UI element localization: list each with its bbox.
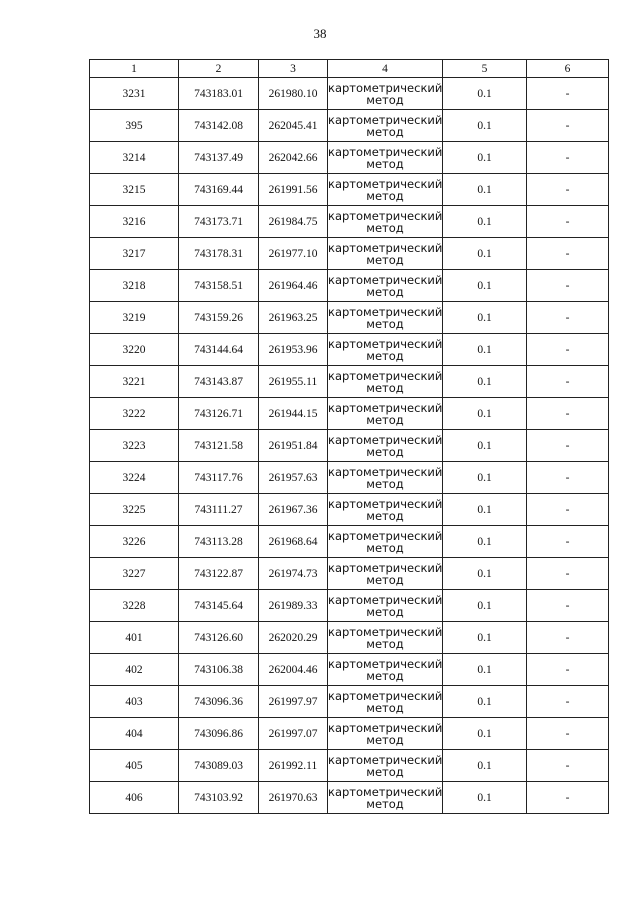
table-row (90, 366, 609, 398)
point-number: 3225 (90, 494, 179, 526)
coordinate-y: 261997.97 (259, 686, 328, 718)
method (328, 238, 443, 270)
column-header: 4 (328, 60, 443, 78)
method (328, 590, 443, 622)
point-number: 3218 (90, 270, 179, 302)
method (328, 206, 443, 238)
note: - (527, 718, 609, 750)
coordinate-x: 743144.64 (179, 334, 259, 366)
note: - (527, 302, 609, 334)
note: - (527, 334, 609, 366)
note: - (527, 750, 609, 782)
coordinate-x: 743126.71 (179, 398, 259, 430)
accuracy: 0.1 (443, 110, 527, 142)
accuracy: 0.1 (443, 782, 527, 814)
coordinate-x: 743089.03 (179, 750, 259, 782)
method-line: метод (366, 156, 404, 171)
accuracy: 0.1 (443, 654, 527, 686)
accuracy: 0.1 (443, 430, 527, 462)
point-number: 3221 (90, 366, 179, 398)
method (328, 366, 443, 398)
point-number: 3216 (90, 206, 179, 238)
accuracy: 0.1 (443, 206, 527, 238)
coordinate-y: 261964.46 (259, 270, 328, 302)
coordinate-x: 743143.87 (179, 366, 259, 398)
table-row (90, 174, 609, 206)
point-number: 3215 (90, 174, 179, 206)
method-line: картометрический (328, 240, 443, 255)
method (328, 270, 443, 302)
column-header: 5 (443, 60, 527, 78)
accuracy: 0.1 (443, 558, 527, 590)
note: - (527, 462, 609, 494)
coordinate-x: 743111.27 (179, 494, 259, 526)
table-row (90, 206, 609, 238)
method (328, 750, 443, 782)
method (328, 302, 443, 334)
table-row (90, 78, 609, 110)
method (328, 494, 443, 526)
column-header: 2 (179, 60, 259, 78)
method-line: метод (366, 668, 404, 683)
accuracy: 0.1 (443, 238, 527, 270)
method-line: картометрический (328, 528, 443, 543)
point-number: 395 (90, 110, 179, 142)
table-header-row (90, 60, 609, 78)
coordinate-x: 743113.28 (179, 526, 259, 558)
table-row (90, 782, 609, 814)
method (328, 558, 443, 590)
coordinate-x: 743173.71 (179, 206, 259, 238)
method (328, 334, 443, 366)
note: - (527, 78, 609, 110)
method-line: метод (366, 284, 404, 299)
coordinate-y: 261957.63 (259, 462, 328, 494)
accuracy: 0.1 (443, 174, 527, 206)
method-line: картометрический (328, 400, 443, 415)
coordinate-y: 261991.56 (259, 174, 328, 206)
coordinate-y: 261974.73 (259, 558, 328, 590)
column-header: 1 (90, 60, 179, 78)
accuracy: 0.1 (443, 718, 527, 750)
method-line: картометрический (328, 496, 443, 511)
method-line: метод (366, 732, 404, 747)
accuracy: 0.1 (443, 334, 527, 366)
coordinate-y: 261955.11 (259, 366, 328, 398)
coordinate-y: 261963.25 (259, 302, 328, 334)
method-line: метод (366, 348, 404, 363)
note: - (527, 494, 609, 526)
coordinate-x: 743178.31 (179, 238, 259, 270)
coordinate-y: 261977.10 (259, 238, 328, 270)
coordinate-y: 261992.11 (259, 750, 328, 782)
note: - (527, 430, 609, 462)
point-number: 3219 (90, 302, 179, 334)
accuracy: 0.1 (443, 398, 527, 430)
method-line: метод (366, 508, 404, 523)
note: - (527, 270, 609, 302)
point-number: 3231 (90, 78, 179, 110)
coordinate-y: 262045.41 (259, 110, 328, 142)
table-row (90, 622, 609, 654)
accuracy: 0.1 (443, 526, 527, 558)
point-number: 405 (90, 750, 179, 782)
method-line: картометрический (328, 720, 443, 735)
coordinate-x: 743096.86 (179, 718, 259, 750)
coordinate-y: 261980.10 (259, 78, 328, 110)
column-header: 3 (259, 60, 328, 78)
coordinate-x: 743169.44 (179, 174, 259, 206)
table-row (90, 494, 609, 526)
method (328, 782, 443, 814)
method (328, 686, 443, 718)
accuracy: 0.1 (443, 302, 527, 334)
method-line: картометрический (328, 656, 443, 671)
accuracy: 0.1 (443, 622, 527, 654)
point-number: 3214 (90, 142, 179, 174)
note: - (527, 558, 609, 590)
table-row (90, 142, 609, 174)
coordinate-y: 262042.66 (259, 142, 328, 174)
method-line: картометрический (328, 112, 443, 127)
method-line: метод (366, 188, 404, 203)
method-line: метод (366, 540, 404, 555)
method-line: картометрический (328, 752, 443, 767)
coordinate-y: 261997.07 (259, 718, 328, 750)
coordinate-y: 262004.46 (259, 654, 328, 686)
note: - (527, 686, 609, 718)
method-line: картометрический (328, 592, 443, 607)
point-number: 3223 (90, 430, 179, 462)
point-number: 3222 (90, 398, 179, 430)
coordinate-x: 743158.51 (179, 270, 259, 302)
point-number: 401 (90, 622, 179, 654)
coordinate-y: 261944.15 (259, 398, 328, 430)
method-line: картометрический (328, 368, 443, 383)
coordinate-x: 743183.01 (179, 78, 259, 110)
note: - (527, 366, 609, 398)
note: - (527, 142, 609, 174)
point-number: 406 (90, 782, 179, 814)
coordinate-y: 261970.63 (259, 782, 328, 814)
method-line: метод (366, 444, 404, 459)
method (328, 174, 443, 206)
method (328, 462, 443, 494)
coordinate-y: 261953.96 (259, 334, 328, 366)
method (328, 398, 443, 430)
table-row (90, 462, 609, 494)
method-line: метод (366, 380, 404, 395)
method-line: метод (366, 252, 404, 267)
method (328, 622, 443, 654)
method-line: метод (366, 604, 404, 619)
table-row (90, 718, 609, 750)
method (328, 430, 443, 462)
table-row (90, 654, 609, 686)
method (328, 142, 443, 174)
note: - (527, 206, 609, 238)
note: - (527, 398, 609, 430)
coordinate-x: 743137.49 (179, 142, 259, 174)
coordinate-x: 743142.08 (179, 110, 259, 142)
accuracy: 0.1 (443, 590, 527, 622)
table-row (90, 398, 609, 430)
table-row (90, 110, 609, 142)
coordinate-y: 261967.36 (259, 494, 328, 526)
method-line: картометрический (328, 80, 443, 95)
note: - (527, 654, 609, 686)
method-line: метод (366, 476, 404, 491)
method-line: метод (366, 124, 404, 139)
method-line: картометрический (328, 464, 443, 479)
method (328, 110, 443, 142)
column-header: 6 (527, 60, 609, 78)
method-line: картометрический (328, 784, 443, 799)
accuracy: 0.1 (443, 366, 527, 398)
note: - (527, 526, 609, 558)
accuracy: 0.1 (443, 78, 527, 110)
table-row (90, 270, 609, 302)
point-number: 3224 (90, 462, 179, 494)
method-line: метод (366, 764, 404, 779)
coordinate-x: 743103.92 (179, 782, 259, 814)
method-line: метод (366, 700, 404, 715)
coordinate-y: 261989.33 (259, 590, 328, 622)
note: - (527, 174, 609, 206)
method-line: картометрический (328, 432, 443, 447)
accuracy: 0.1 (443, 142, 527, 174)
table-row (90, 590, 609, 622)
table-row (90, 526, 609, 558)
table-row (90, 750, 609, 782)
accuracy: 0.1 (443, 494, 527, 526)
method-line: метод (366, 316, 404, 331)
accuracy: 0.1 (443, 462, 527, 494)
point-number: 3228 (90, 590, 179, 622)
coordinate-y: 261984.75 (259, 206, 328, 238)
accuracy: 0.1 (443, 686, 527, 718)
coordinate-x: 743096.36 (179, 686, 259, 718)
method-line: метод (366, 220, 404, 235)
coordinate-y: 261968.64 (259, 526, 328, 558)
point-number: 3220 (90, 334, 179, 366)
method-line: картометрический (328, 272, 443, 287)
note: - (527, 110, 609, 142)
coordinate-x: 743122.87 (179, 558, 259, 590)
method-line: метод (366, 796, 404, 811)
method-line: картометрический (328, 688, 443, 703)
table-row (90, 302, 609, 334)
coordinate-x: 743121.58 (179, 430, 259, 462)
method (328, 526, 443, 558)
method (328, 78, 443, 110)
table-row (90, 238, 609, 270)
coordinate-x: 743126.60 (179, 622, 259, 654)
method-line: картометрический (328, 176, 443, 191)
coordinate-y: 261951.84 (259, 430, 328, 462)
method-line: картометрический (328, 624, 443, 639)
note: - (527, 622, 609, 654)
coordinate-x: 743145.64 (179, 590, 259, 622)
coordinate-x: 743106.38 (179, 654, 259, 686)
coordinate-x: 743117.76 (179, 462, 259, 494)
note: - (527, 238, 609, 270)
method-line: метод (366, 412, 404, 427)
method (328, 654, 443, 686)
method-line: картометрический (328, 144, 443, 159)
accuracy: 0.1 (443, 270, 527, 302)
table-row (90, 686, 609, 718)
point-number: 3217 (90, 238, 179, 270)
coordinates-table (89, 59, 609, 814)
method-line: метод (366, 92, 404, 107)
point-number: 402 (90, 654, 179, 686)
coordinate-y: 262020.29 (259, 622, 328, 654)
method-line: картометрический (328, 336, 443, 351)
page-number: 38 (313, 26, 327, 41)
table-row (90, 430, 609, 462)
method-line: картометрический (328, 208, 443, 223)
point-number: 404 (90, 718, 179, 750)
accuracy: 0.1 (443, 750, 527, 782)
table-row (90, 334, 609, 366)
point-number: 403 (90, 686, 179, 718)
point-number: 3226 (90, 526, 179, 558)
method (328, 718, 443, 750)
method-line: картометрический (328, 304, 443, 319)
method-line: картометрический (328, 560, 443, 575)
note: - (527, 590, 609, 622)
note: - (527, 782, 609, 814)
table-row (90, 558, 609, 590)
coordinate-x: 743159.26 (179, 302, 259, 334)
method-line: метод (366, 636, 404, 651)
point-number: 3227 (90, 558, 179, 590)
method-line: метод (366, 572, 404, 587)
